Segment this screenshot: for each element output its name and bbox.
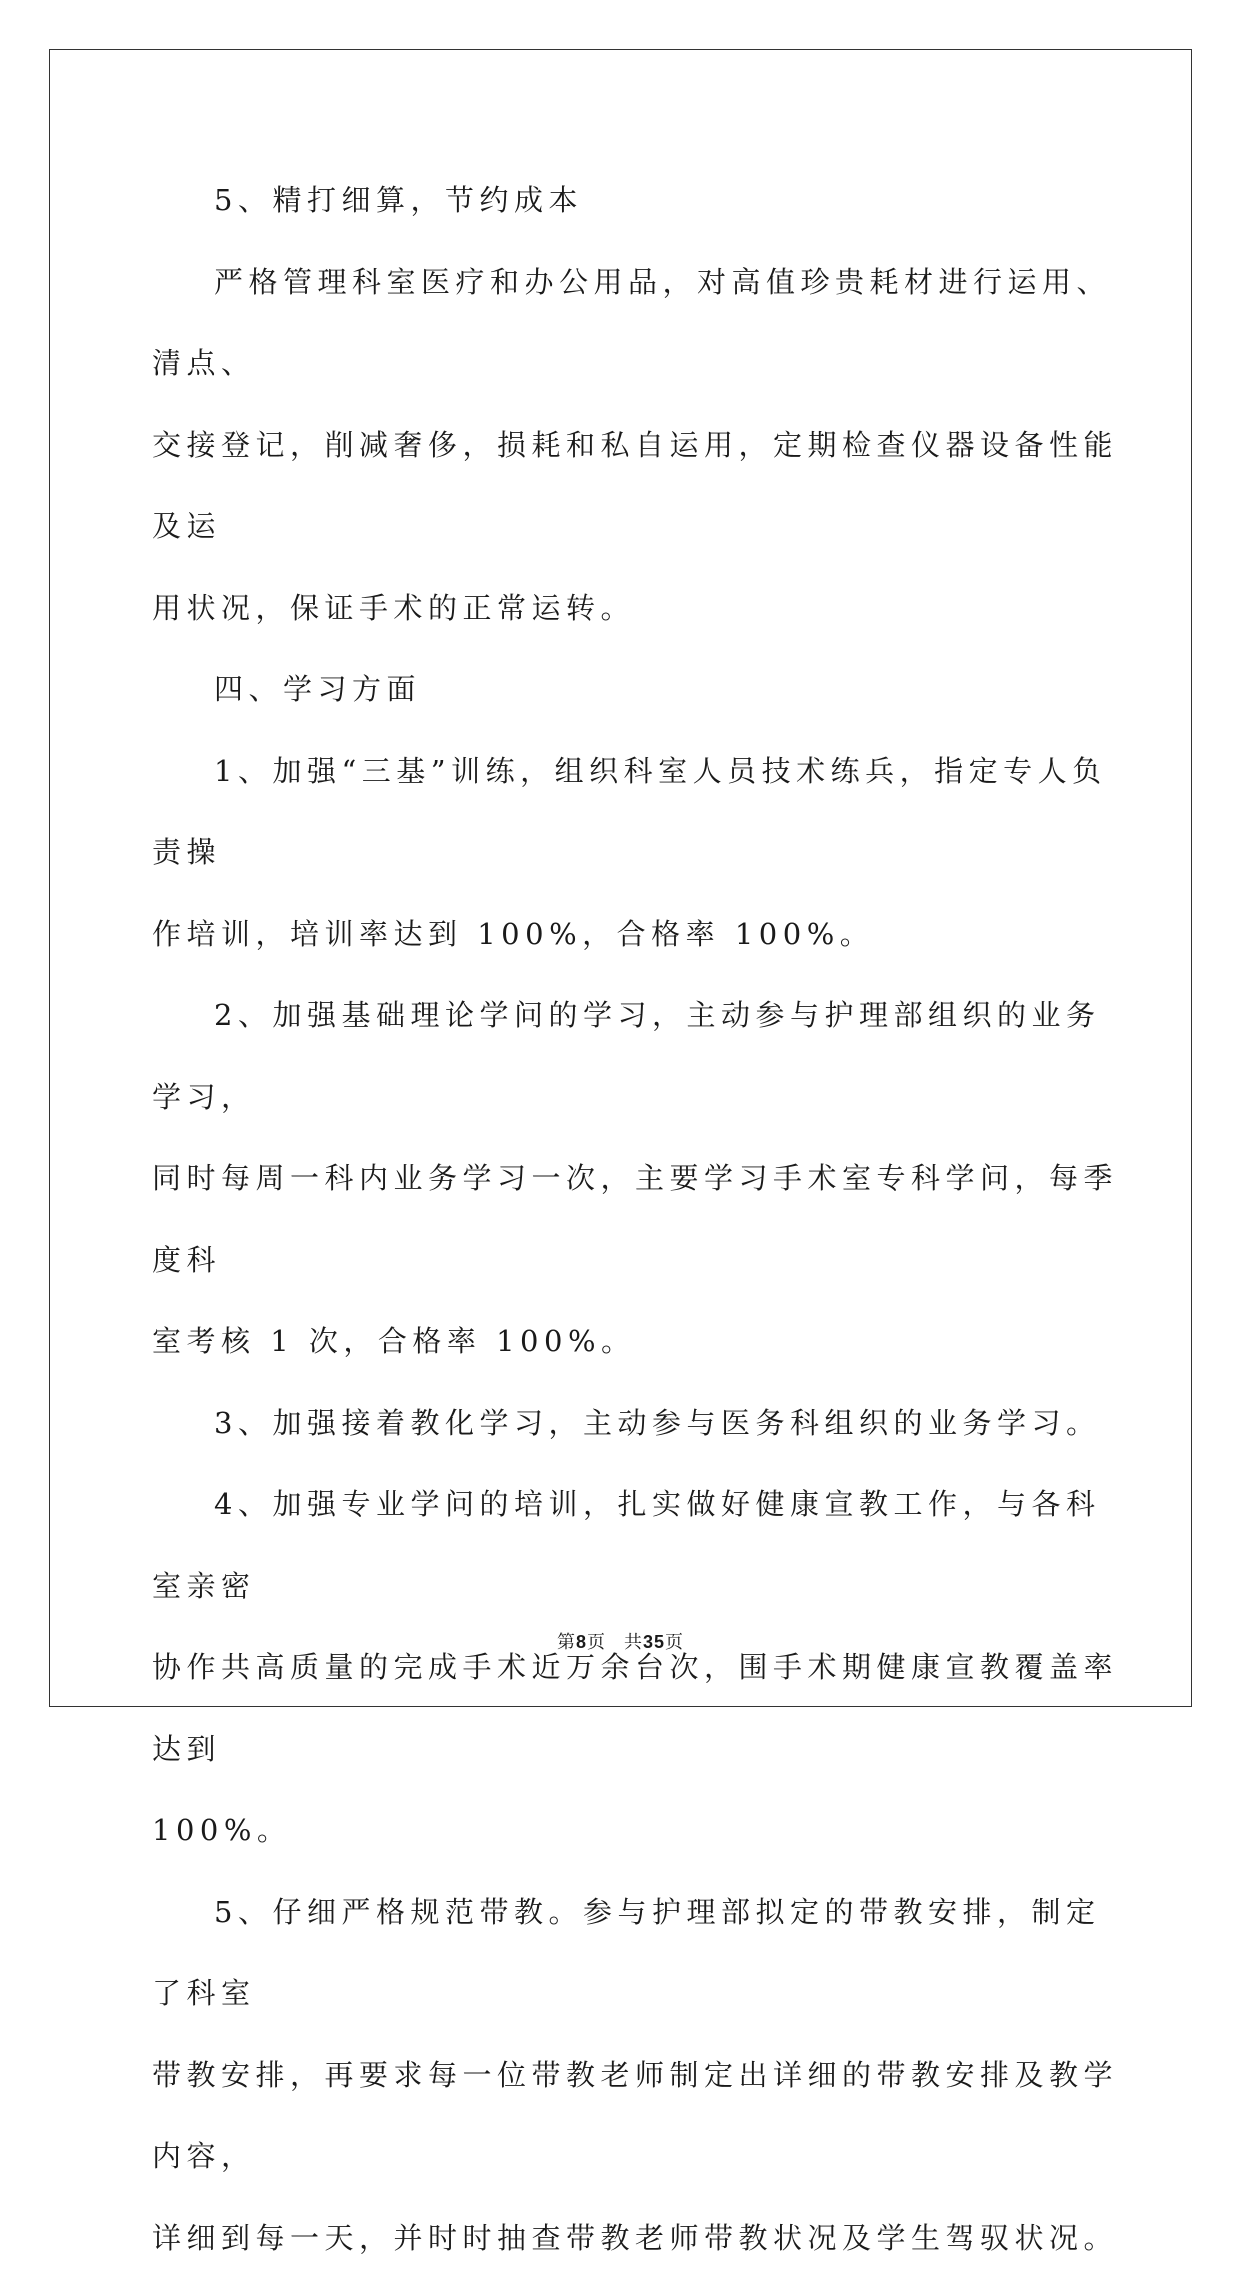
text-line: 交接登记，削减奢侈，损耗和私自运用，定期检查仪器设备性能及运 — [152, 405, 1122, 568]
text-line: 3、加强接着教化学习，主动参与医务科组织的业务学习。 — [152, 1383, 1122, 1465]
page-footer — [0, 1628, 1241, 1654]
text-line: 2、加强基础理论学问的学习，主动参与护理部组织的业务学习， — [152, 975, 1122, 1138]
text-line: 用状况，保证手术的正常运转。 — [152, 568, 1122, 650]
footer-total-suffix: 页 — [665, 1632, 684, 1653]
text-line: 带教安排，再要求每一位带教老师制定出详细的带教安排及教学内容， — [152, 2035, 1122, 2198]
text-line: 协作共高质量的完成手术近万余台次，围手术期健康宣教覆盖率达到 — [152, 1627, 1122, 1790]
total-pages: 35 — [643, 1632, 665, 1652]
paragraph-item-2 — [152, 975, 1122, 1383]
text-line: 5、仔细严格规范带教。参与护理部拟定的带教安排，制定了科室 — [152, 1872, 1122, 2035]
section-heading-learning — [152, 649, 1122, 731]
paragraph-item-3 — [152, 1383, 1122, 1465]
text-line: 室考核 1 次，合格率 100%。 — [152, 1301, 1122, 1383]
paragraph-item-1 — [152, 731, 1122, 976]
text-line: 4、加强专业学问的培训，扎实做好健康宣教工作，与各科室亲密 — [152, 1464, 1122, 1627]
text-line: 严格管理科室医疗和办公用品，对高值珍贵耗材进行运用、清点、 — [152, 242, 1122, 405]
footer-prefix: 第 — [557, 1632, 576, 1653]
paragraph-item-4 — [152, 1464, 1122, 1872]
footer-total-prefix: 共 — [624, 1632, 643, 1653]
text-line: 1、加强“三基”训练，组织科室人员技术练兵，指定专人负责操 — [152, 731, 1122, 894]
paragraph-cost-saving-heading — [152, 160, 1122, 242]
text-line: 作培训，培训率达到 100%，合格率 100%。 — [152, 894, 1122, 976]
text-line: 5、精打细算，节约成本 — [152, 160, 1122, 242]
footer-page-suffix: 页 — [587, 1632, 606, 1653]
document-body — [152, 160, 1122, 2279]
paragraph-item-5 — [152, 1872, 1122, 2279]
paragraph-cost-saving-body — [152, 242, 1122, 650]
text-line: 四、学习方面 — [152, 649, 1122, 731]
text-line: 详细到每一天，并时时抽查带教老师带教状况及学生驾驭状况。 — [152, 2198, 1122, 2279]
text-line: 100%。 — [152, 1790, 1122, 1872]
text-line: 同时每周一科内业务学习一次，主要学习手术室专科学问，每季度科 — [152, 1138, 1122, 1301]
page-number: 8 — [576, 1632, 587, 1652]
